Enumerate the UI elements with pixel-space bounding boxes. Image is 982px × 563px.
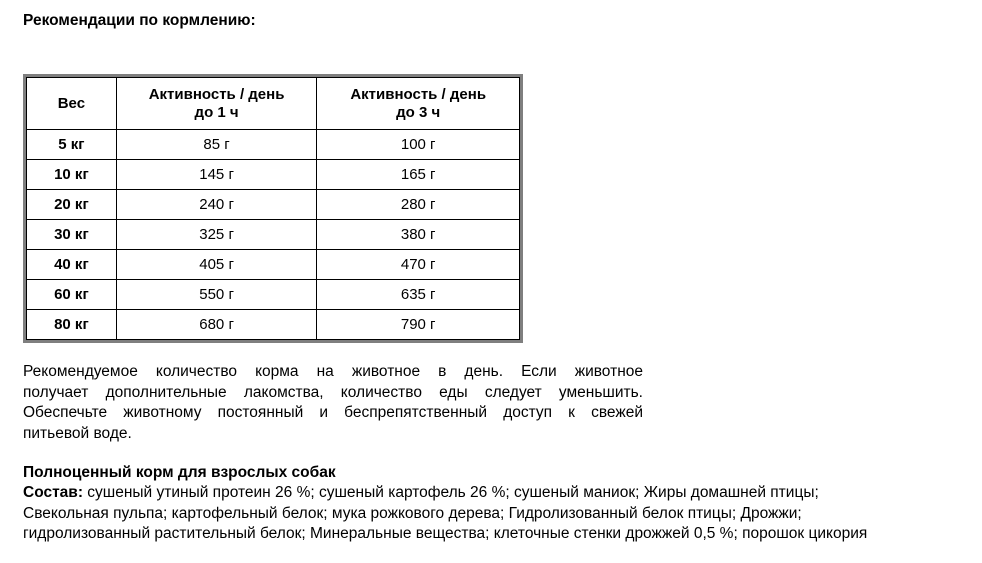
table-header-row — [27, 78, 520, 130]
header-activity-1h — [116, 78, 317, 130]
cell-activity-3h: 380 г — [317, 220, 520, 250]
table-row — [27, 130, 520, 160]
header-activity-3h-line-2: до 3 ч — [396, 103, 441, 121]
feeding-heading: Рекомендации по кормлению: — [23, 12, 256, 29]
cell-activity-3h: 790 г — [317, 310, 520, 340]
cell-weight: 60 кг — [27, 280, 117, 310]
cell-activity-1h: 240 г — [116, 190, 317, 220]
header-weight — [27, 78, 117, 130]
cell-activity-1h: 550 г — [116, 280, 317, 310]
recommendation-line: питьевой воде. — [23, 424, 132, 442]
cell-activity-3h: 165 г — [317, 160, 520, 190]
table-row — [27, 160, 520, 190]
header-activity-1h-line-2: до 1 ч — [194, 103, 239, 121]
table-row — [27, 250, 520, 280]
header-activity-3h — [317, 78, 520, 130]
table-body — [27, 130, 520, 340]
cell-weight: 40 кг — [27, 250, 117, 280]
header-weight-line: Вес — [57, 94, 86, 112]
table-row — [27, 280, 520, 310]
cell-activity-1h: 145 г — [116, 160, 317, 190]
cell-weight: 20 кг — [27, 190, 117, 220]
cell-activity-3h: 100 г — [317, 130, 520, 160]
food-title: Полноценный корм для взрослых собак — [23, 464, 336, 481]
cell-activity-1h: 405 г — [116, 250, 317, 280]
composition-line-1 — [23, 483, 973, 504]
table-row — [27, 190, 520, 220]
cell-activity-3h: 635 г — [317, 280, 520, 310]
recommendation-line: Обеспечьте животному постоянный и беспрепятственный доступ к свежей — [23, 404, 643, 421]
cell-activity-1h: 325 г — [116, 220, 317, 250]
cell-activity-1h: 680 г — [116, 310, 317, 340]
cell-weight: 80 кг — [27, 310, 117, 340]
table-row — [27, 310, 520, 340]
header-activity-1h-line-1: Активность / день — [148, 85, 285, 103]
composition-line-3: гидролизованный растительный белок; Минеральные вещества; клеточные стенки дрожжей 0,5 %; порошок цикория — [23, 525, 868, 542]
cell-activity-3h: 470 г — [317, 250, 520, 280]
cell-activity-3h: 280 г — [317, 190, 520, 220]
feeding-table — [26, 77, 520, 340]
header-activity-3h-line-1: Активность / день — [350, 85, 487, 103]
recommendation-paragraph — [23, 362, 643, 444]
cell-activity-1h: 85 г — [116, 130, 317, 160]
composition-label: Состав: — [23, 484, 83, 501]
cell-weight: 5 кг — [27, 130, 117, 160]
table-row — [27, 220, 520, 250]
composition — [23, 483, 973, 545]
recommendation-line: получает дополнительные лакомства, количество еды следует уменьшить. — [23, 383, 643, 401]
cell-weight: 30 кг — [27, 220, 117, 250]
composition-line-2: Свекольная пульпа; картофельный белок; мука рожкового дерева; Гидролизованный белок птицы; Дрожжи; — [23, 504, 802, 522]
recommendation-line: Рекомендуемое количество корма на животное в день. Если животное — [23, 363, 643, 380]
composition-text: сушеный утиный протеин 26 %; сушеный картофель 26 %; сушеный маниок; Жиры домашней птицы; — [82, 484, 819, 501]
feeding-table-frame — [23, 74, 523, 343]
cell-weight: 10 кг — [27, 160, 117, 190]
